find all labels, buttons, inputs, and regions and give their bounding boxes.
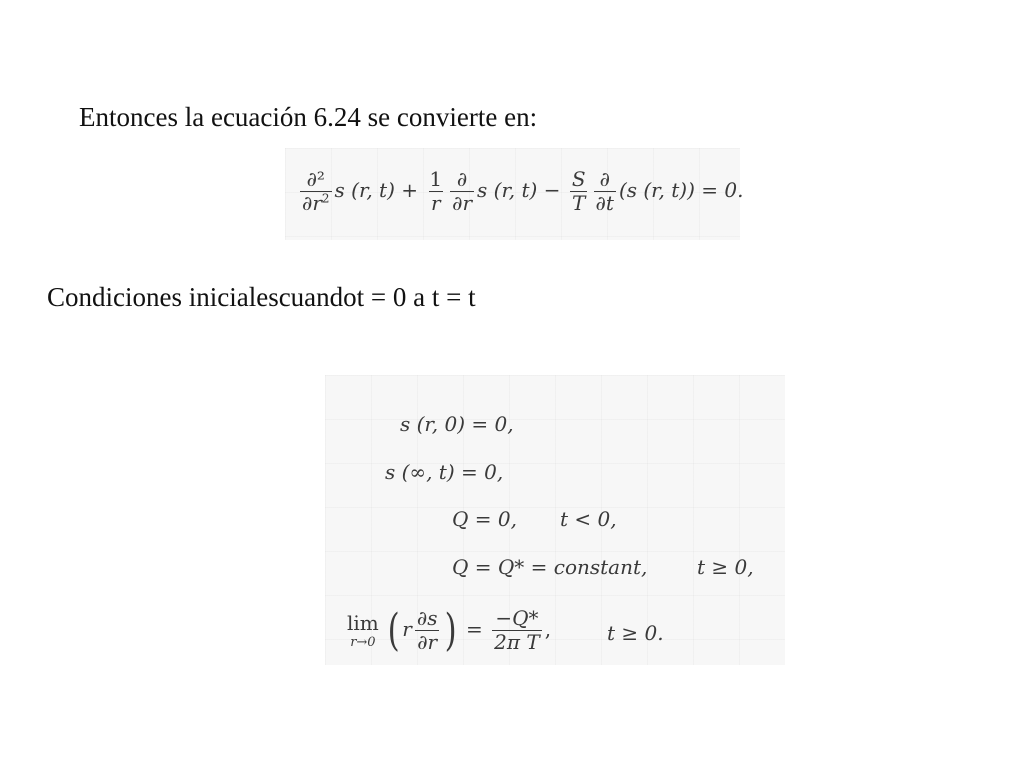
condition-5-right: t ≥ 0. [607,621,664,645]
condition-2: s (∞, t) = 0, [385,460,504,484]
left-paren: ( [387,604,400,656]
partial-t-fraction: $\frac{\partial}{\partial t}$ [595,167,614,215]
heading: Entonces la ecuación 6.24 se convierte en: [79,102,538,132]
term-s-rt: s (r, t) [334,178,395,202]
partial-r-fraction: $\frac{\partial}{\partial r}$ [452,167,473,215]
main-equation-image [285,148,744,240]
term-s-rt-paren: (s (r, t)) = 0. [618,178,744,202]
s-over-t-fraction: $\frac{S}{T}$ [571,167,586,215]
right-paren: ) [445,604,458,656]
term-s-rt-2: s (r, t) [477,178,538,202]
main-equation: $\frac{\text{∂²}}{\partial r^2}$ s (r, t) + $\frac{1}{r}$ $\frac{\partial}{\partial r}$ s (r, t) − $\frac{S}{T}$ $\frac{\partial}{\partial t}$ (s (r, t)) = 0. [302,167,744,215]
condition-4-right: t ≥ 0, [697,555,754,579]
conditions-image [325,375,785,665]
condition-1: s (r, 0) = 0, [400,412,514,436]
condition-5: lim r→0 ( r $\frac{\partial s}{\partial r}$ ) = $\frac{-Q*}{\text{2π T}}$ , [347,604,552,656]
condition-4-left: Q = Q* = constant, [452,555,648,579]
second-derivative-fraction: $\frac{\text{∂²}}{\partial r^2}$ [302,167,330,215]
ds-dr-fraction: $\frac{\partial s}{\partial r}$ [416,606,438,654]
condition-3-right: t < 0, [560,507,617,531]
limit-operator: lim r→0 [347,611,379,650]
negq-over-2pit-fraction: $\frac{-Q*}{\text{2π T}}$ [494,606,540,654]
condition-3-left: Q = 0, [452,507,517,531]
conditions-heading: Condiciones inicialescuandot = 0 a t = t [47,282,476,312]
one-over-r-fraction: $\frac{1}{r}$ [429,167,443,215]
